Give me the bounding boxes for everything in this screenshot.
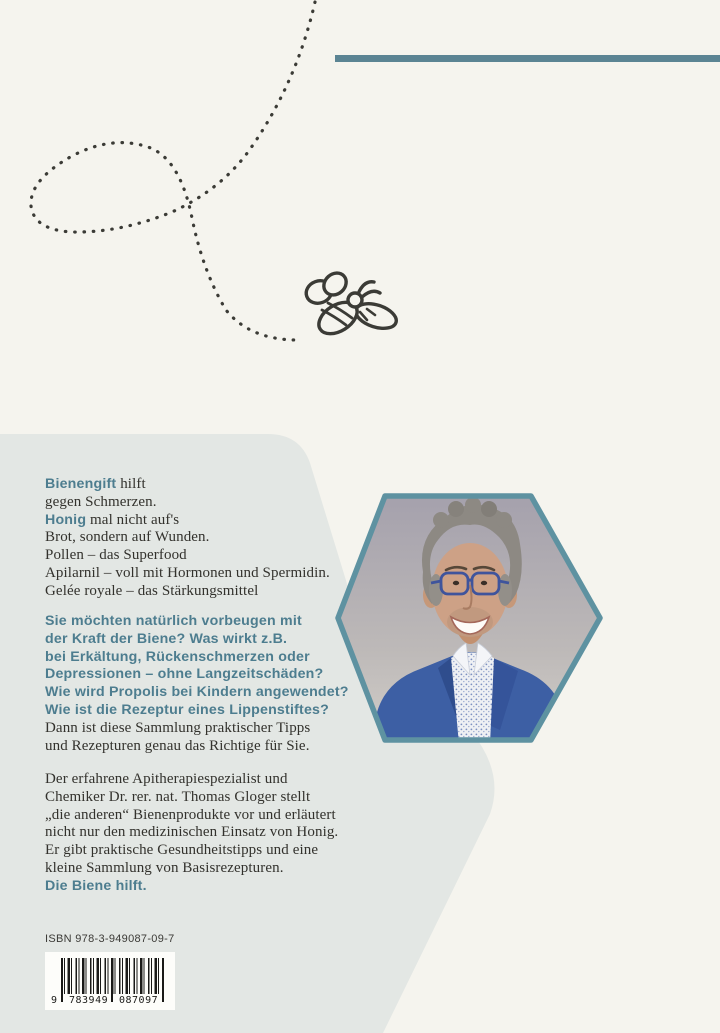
barcode-digits: 783949: [69, 995, 109, 1006]
dotted-flight-trail-icon: [31, 2, 315, 340]
isbn-label: ISBN 978-3-949087-09-7: [45, 933, 175, 945]
text-line: Chemiker Dr. rer. nat. Thomas Gloger stellt: [45, 788, 311, 805]
text-line: Depressionen – ohne Langzeitschäden?: [45, 666, 324, 683]
text-line: nicht nur den medizinischen Einsatz von Honig.: [45, 824, 339, 841]
text-line: Der erfahrene Apitherapiespezialist und: [45, 771, 288, 787]
bee-icon: [303, 269, 399, 341]
barcode-digits: 087097: [119, 995, 159, 1006]
text-line: Dann ist diese Sammlung praktischer Tipps: [45, 719, 311, 736]
text-block-author: [45, 771, 375, 896]
barcode-guard: [111, 958, 113, 1002]
text-line: Die Biene hilft.: [45, 877, 147, 894]
text-line: Honig mal nicht auf's: [45, 511, 180, 528]
text-line: Wie wird Propolis bei Kindern angewendet?: [45, 684, 349, 701]
text-line: Pollen – das Superfood: [45, 547, 187, 564]
text-line: der Kraft der Biene? Was wirkt z.B.: [45, 630, 288, 647]
text-line: bei Erkältung, Rückenschmerzen oder: [45, 648, 310, 665]
text-line: gegen Schmerzen.: [45, 493, 157, 510]
text-line: Apilarnil – voll mit Hormonen und Spermidin.: [45, 564, 330, 581]
text-line: „die anderen“ Bienenprodukte vor und erläutert: [45, 806, 336, 823]
flight-trail-and-bee: [0, 0, 720, 400]
barcode-guard: [61, 958, 63, 1002]
text-line: Er gibt praktische Gesundheitstipps und eine: [45, 842, 319, 859]
text-line: kleine Sammlung von Basisrezepturen.: [45, 859, 284, 876]
text-block-questions: [45, 613, 375, 755]
text-line: Bienengift hilft: [45, 476, 146, 492]
barcode-digits: 9: [51, 995, 58, 1006]
barcode: [45, 952, 175, 1010]
text-line: Gelée royale – das Stärkungsmittel: [45, 582, 259, 599]
text-line: Brot, sondern auf Wunden.: [45, 529, 210, 546]
text-line: und Rezepturen genau das Richtige für Sie.: [45, 737, 310, 754]
text-line: Wie ist die Rezeptur eines Lippenstiftes?: [45, 701, 329, 718]
text-block-intro: [45, 476, 375, 601]
text-line: Sie möchten natürlich vorbeugen mit: [45, 613, 302, 629]
barcode-guard: [162, 958, 164, 1002]
